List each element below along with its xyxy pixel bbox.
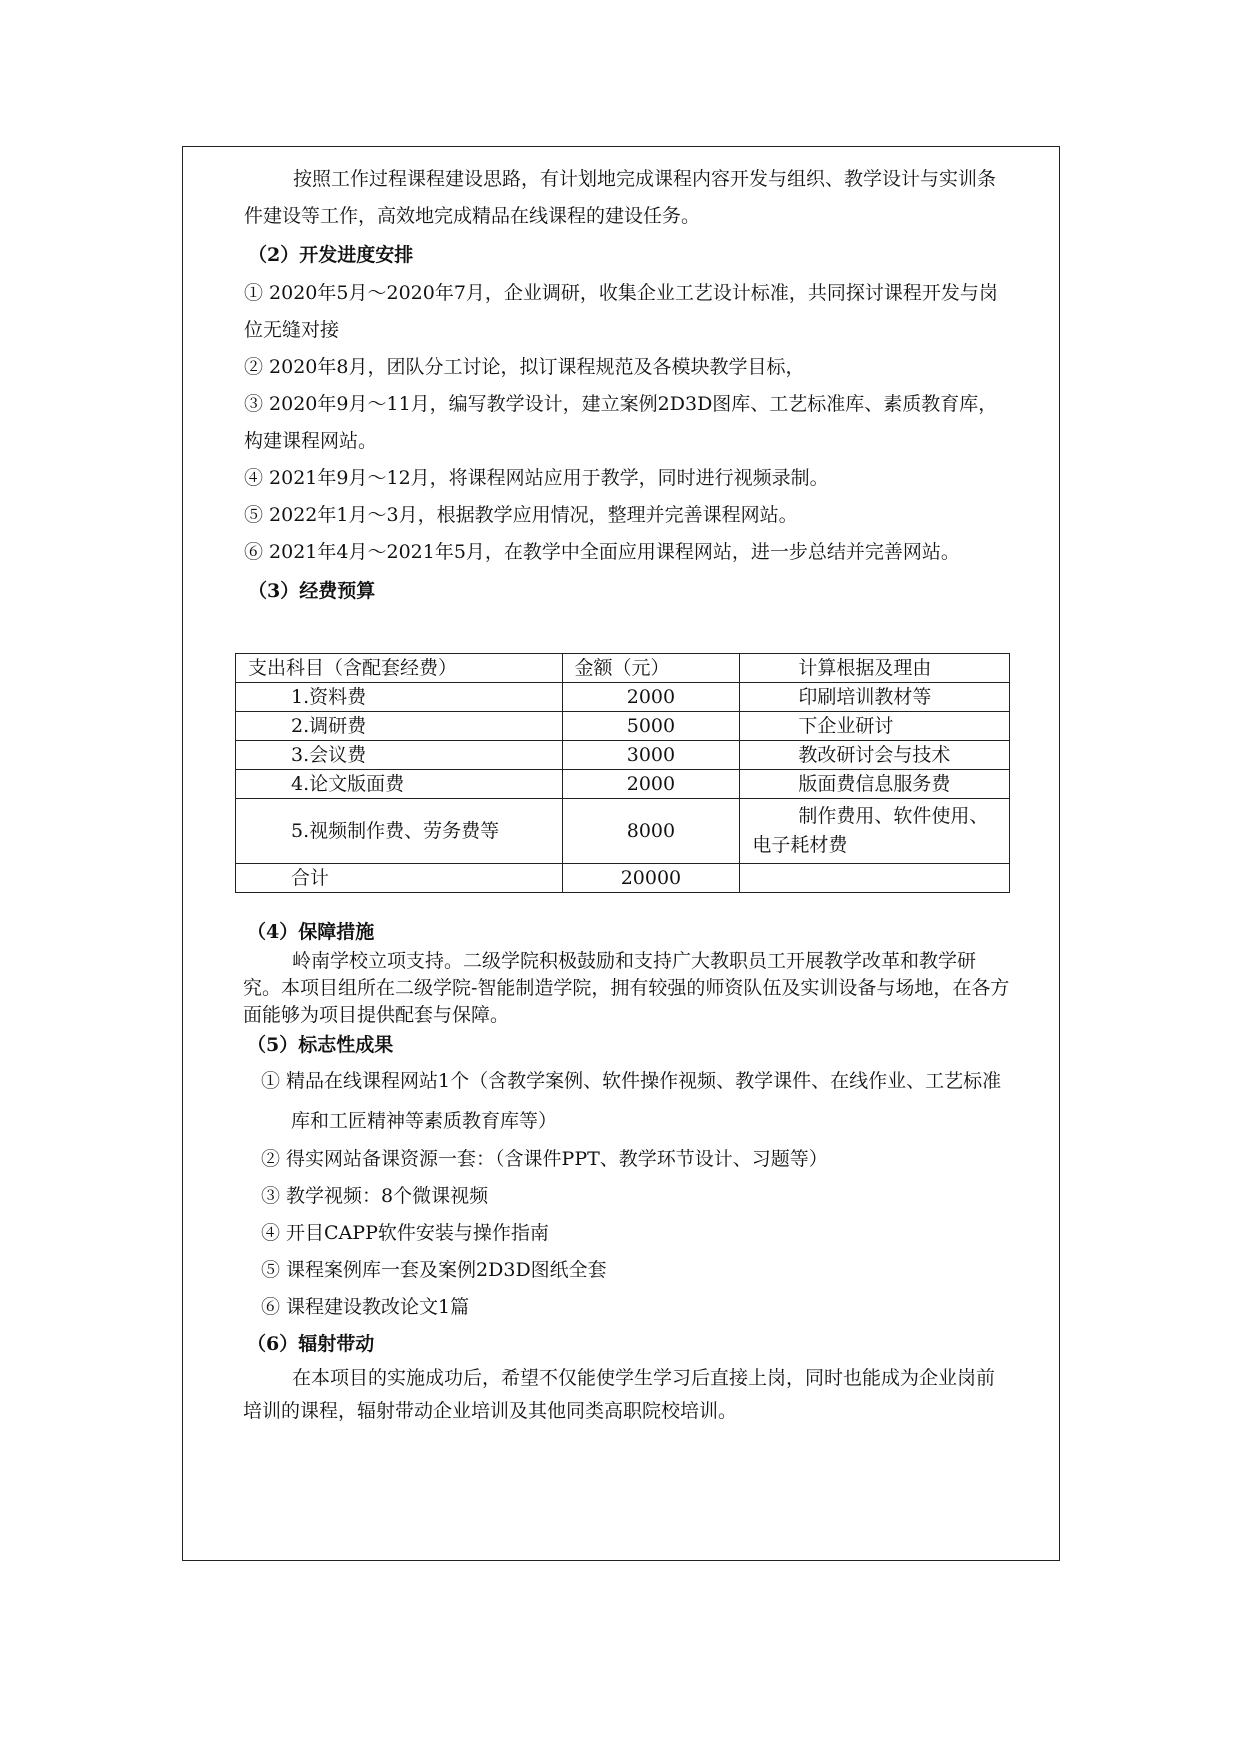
achievement-item-5: ⑤ 课程案例库一套及案例2D3D图纸全套 xyxy=(261,1259,607,1281)
budget-row xyxy=(236,770,1010,799)
schedule-item-2: ② 2020年8月，团队分工讨论，拟订课程规范及各模块教学目标， xyxy=(244,356,805,378)
budget-total-label: 合计 xyxy=(236,864,563,893)
section-4-text: 岭南学校立项支持。二级学院积极鼓励和支持广大教职员工开展教学改革和教学研究。本项目组所在二级学院-智能制造学院，拥有较强的师资队伍及实训设备与场地，在各方面能够为项目提供配套与保障。 xyxy=(243,950,1010,1026)
schedule-item-5: ⑤ 2022年1月～3月，根据教学应用情况，整理并完善课程网站。 xyxy=(244,504,798,526)
achievement-item-1: ① 精品在线课程网站1个（含教学案例、软件操作视频、教学课件、在线作业、工艺标准库和工匠精神等素质教育库等） xyxy=(261,1070,1002,1132)
schedule-item-6: ⑥ 2021年4月～2021年5月，在教学中全面应用课程网站，进一步总结并完善网站。 xyxy=(244,541,960,563)
budget-total-reason xyxy=(740,864,1010,893)
budget-row xyxy=(236,683,1010,712)
budget-subject: 1.资料费 xyxy=(236,683,563,712)
header-reason: 计算根据及理由 xyxy=(740,654,1010,683)
budget-total-row xyxy=(236,864,1010,893)
section-3-heading: （3）经费预算 xyxy=(248,580,376,602)
budget-reason: 教改研讨会与技术 xyxy=(740,741,1010,770)
budget-amount: 3000 xyxy=(562,741,740,770)
schedule-item-1: ① 2020年5月～2020年7月，企业调研，收集企业工艺设计标准，共同探讨课程开发与岗位无缝对接 xyxy=(244,282,998,341)
header-subject: 支出科目（含配套经费） xyxy=(236,654,563,683)
achievement-item-3: ③ 教学视频：8个微课视频 xyxy=(261,1185,489,1207)
schedule-item-3: ③ 2020年9月～11月，编写教学设计，建立案例2D3D图库、工艺标准库、素质教育库，构建课程网站。 xyxy=(244,393,998,452)
header-amount: 金额（元） xyxy=(562,654,740,683)
schedule-item-4: ④ 2021年9月～12月，将课程网站应用于教学，同时进行视频录制。 xyxy=(244,467,829,489)
achievement-item-4: ④ 开目CAPP软件安装与操作指南 xyxy=(261,1222,549,1244)
budget-row xyxy=(236,741,1010,770)
budget-amount: 8000 xyxy=(562,799,740,864)
budget-amount: 5000 xyxy=(562,712,740,741)
section-5-heading: （5）标志性成果 xyxy=(247,1034,394,1056)
budget-header-row xyxy=(236,654,1010,683)
section-4-heading: （4）保障措施 xyxy=(247,921,375,943)
section-6-text: 在本项目的实施成功后，希望不仅能使学生学习后直接上岗，同时也能成为企业岗前培训的课程，辐射带动企业培训及其他同类高职院校培训。 xyxy=(243,1367,996,1422)
budget-row xyxy=(236,799,1010,864)
budget-reason: 印刷培训教材等 xyxy=(740,683,1010,712)
budget-subject: 3.会议费 xyxy=(236,741,563,770)
budget-reason: 制作费用、软件使用、电子耗材费 xyxy=(740,799,1010,864)
budget-amount: 2000 xyxy=(562,770,740,799)
budget-subject: 5.视频制作费、劳务费等 xyxy=(236,799,563,864)
intro-paragraph: 按照工作过程课程建设思路，有计划地完成课程内容开发与组织、教学设计与实训条件建设等工作，高效地完成精品在线课程的建设任务。 xyxy=(244,168,997,227)
budget-row xyxy=(236,712,1010,741)
achievement-item-6: ⑥ 课程建设教改论文1篇 xyxy=(261,1296,470,1318)
budget-reason: 版面费信息服务费 xyxy=(740,770,1010,799)
section-2-heading: （2）开发进度安排 xyxy=(248,244,414,266)
upper-content xyxy=(244,161,1014,611)
lower-content xyxy=(243,916,1013,1428)
budget-subject: 2.调研费 xyxy=(236,712,563,741)
budget-amount: 2000 xyxy=(562,683,740,712)
achievement-item-2: ② 得实网站备课资源一套：（含课件PPT、教学环节设计、习题等） xyxy=(261,1148,828,1170)
budget-reason: 下企业研讨 xyxy=(740,712,1010,741)
budget-subject: 4.论文版面费 xyxy=(236,770,563,799)
section-6-heading: （6）辐射带动 xyxy=(247,1333,375,1355)
budget-table xyxy=(235,653,1010,893)
budget-total-amount: 20000 xyxy=(562,864,740,893)
